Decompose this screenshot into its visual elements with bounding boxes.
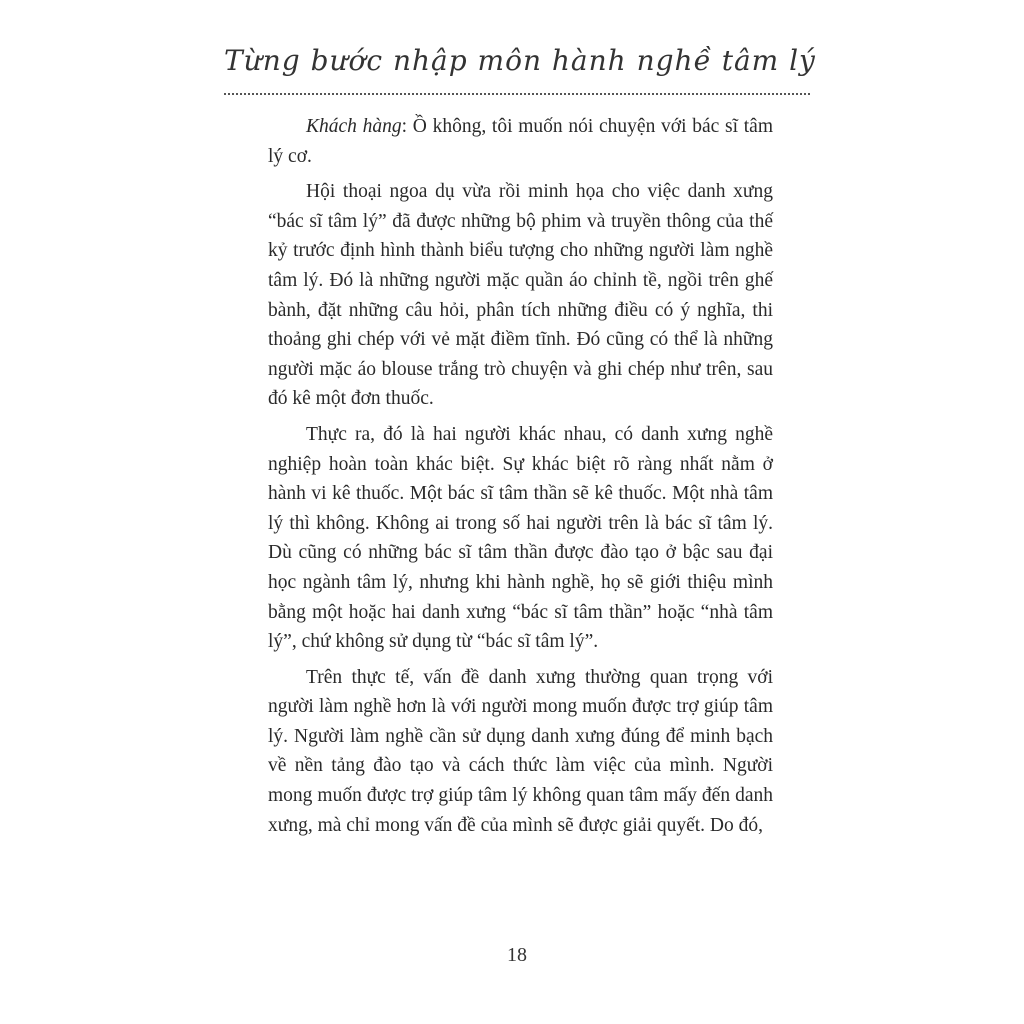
paragraph-dialogue <box>268 112 773 171</box>
speaker-label: Khách hàng <box>306 116 402 137</box>
page-number: 18 <box>507 944 527 966</box>
paragraph: Trên thực tế, vấn đề danh xưng thường quan trọng với người làm nghề hơn là với người mong muốn được trợ giúp tâm lý. Người làm nghề cần sử dụng danh xưng đúng để minh bạch về nền tảng đào tạo và cách thức làm việc của mình. Người mong muốn được trợ giúp tâm lý không quan tâm mấy đến danh xưng, mà chỉ mong vấn đề của mình sẽ được giải quyết. Do đó, <box>268 666 773 836</box>
header-dotted-rule <box>224 93 810 95</box>
dialogue-text: : Ồ không, tôi muốn nói chuyện với bác sĩ tâm lý cơ. <box>268 116 773 167</box>
page-body <box>268 112 773 846</box>
paragraph: Thực ra, đó là hai người khác nhau, có danh xưng nghề nghiệp hoàn toàn khác biệt. Sự khác biệt rõ ràng nhất nằm ở hành vi kê thuốc. Một bác sĩ tâm thần sẽ kê thuốc. Một nhà tâm lý thì không. Không ai trong số hai người trên là bác sĩ tâm lý. Dù cũng có những bác sĩ tâm thần được đào tạo ở bậc sau đại học ngành tâm lý, nhưng khi hành nghề, họ sẽ giới thiệu mình bằng một hoặc hai danh xưng “bác sĩ tâm thần” hoặc “nhà tâm lý”, chứ không sử dụng từ “bác sĩ tâm lý”. <box>268 423 773 653</box>
paragraph: Hội thoại ngoa dụ vừa rồi minh họa cho việc danh xưng “bác sĩ tâm lý” đã được những bộ phim và truyền thông của thế kỷ trước định hình thành biểu tượng cho những người làm nghề tâm lý. Đó là những người mặc quần áo chỉnh tề, ngồi trên ghế bành, đặt những câu hỏi, phân tích những điều có ý nghĩa, thi thoảng ghi chép với vẻ mặt điềm tĩnh. Đó cũng có thể là những người mặc áo blouse trắng trò chuyện và ghi chép như trên, sau đó kê một đơn thuốc. <box>268 181 773 410</box>
running-header-title: Từng bước nhập môn hành nghề tâm lý <box>224 44 816 77</box>
